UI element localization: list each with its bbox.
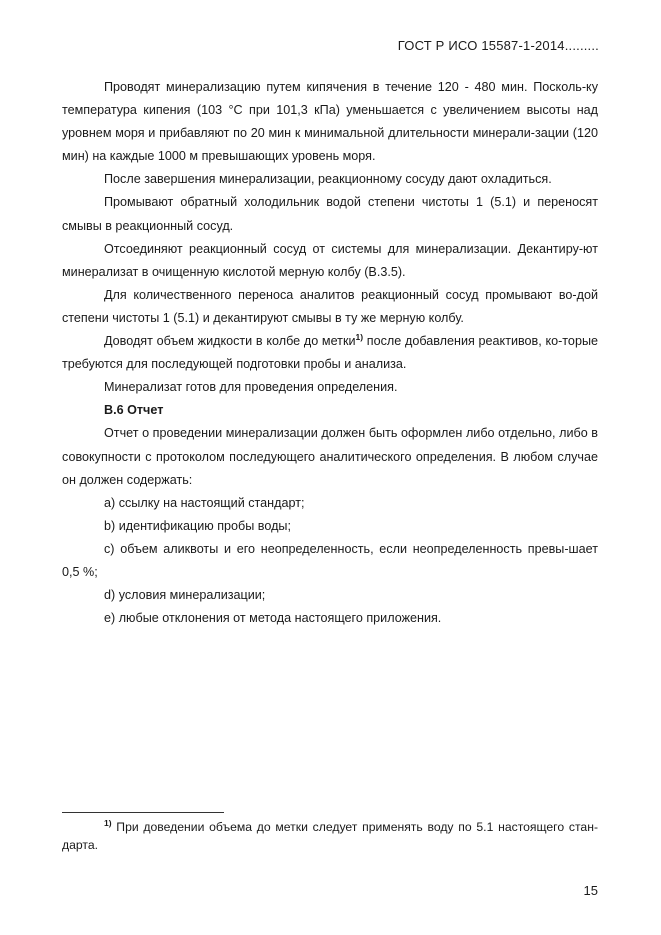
paragraph-ready: Минерализат готов для проведения определения.: [104, 380, 398, 395]
paragraph-condenser-rinse: Промывают обратный холодильник водой степени чистоты 1 (5.1) и переносят смывы в реакционный сосуд.: [62, 195, 598, 233]
paragraph-report-intro: Отчет о проведении минерализации должен быть оформлен либо отдельно, либо в совокупности с протоколом последующего аналитического определения. В любом случае он должен содержать:: [62, 426, 598, 487]
footnote-text: При доведении объема до метки следует применять воду по 5.1 настоящего стан-дарта.: [62, 820, 598, 852]
paragraph-cooling: После завершения минерализации, реакционному сосуду дают охладиться.: [104, 172, 552, 187]
footnote-reference[interactable]: 1): [355, 331, 364, 342]
paragraph-quantitative-transfer: Для количественного переноса аналитов реакционный сосуд промывают во-дой степени чистоты 1 (5.1) и декантируют смывы в ту же мерную колбу.: [62, 287, 598, 325]
page-number: 15: [583, 883, 598, 898]
paragraph-make-up-volume-start: Доводят объем жидкости в колбе до метки: [104, 334, 356, 349]
document-code-header: ГОСТ Р ИСО 15587-1-2014.........: [397, 38, 599, 53]
list-item: d) условия минерализации;: [104, 588, 266, 603]
list-item: а) ссылку на настоящий стандарт;: [104, 495, 305, 510]
paragraph-mineralization-boiling: Проводят минерализацию путем кипячения в течение 120 - 480 мин. Посколь-ку температура кипения (103 °С при 101,3 кПа) уменьшается с увеличением высоты над уровнем моря и прибавляют по 20 мин к минимальной длительности минерали-зации (120 мин) на каждые 1000 м превышающих уровень моря.: [62, 80, 598, 164]
footnote-marker: 1): [104, 817, 112, 828]
section-heading-report: В.6 Отчет: [104, 403, 164, 418]
list-item: е) любые отклонения от метода настоящего приложения.: [104, 611, 442, 626]
paragraph-make-up-volume-end: после добавления реактивов, ко-торые требуются для последующей подготовки пробы и анализа.: [62, 334, 598, 372]
paragraph-make-up-volume: [62, 330, 598, 376]
list-item: b) идентификацию пробы воды;: [104, 518, 291, 533]
paragraph-decant: Отсоединяют реакционный сосуд от системы для минерализации. Декантиру-ют минерализат в очищенную кислотой мерную колбу (В.3.5).: [62, 241, 598, 279]
list-item: с) объем аликвоты и его неопределенность, если неопределенность превы-шает 0,5 %;: [62, 541, 598, 579]
footnote-divider: [62, 812, 224, 813]
footnote: [62, 818, 598, 854]
document-body: [62, 76, 598, 630]
